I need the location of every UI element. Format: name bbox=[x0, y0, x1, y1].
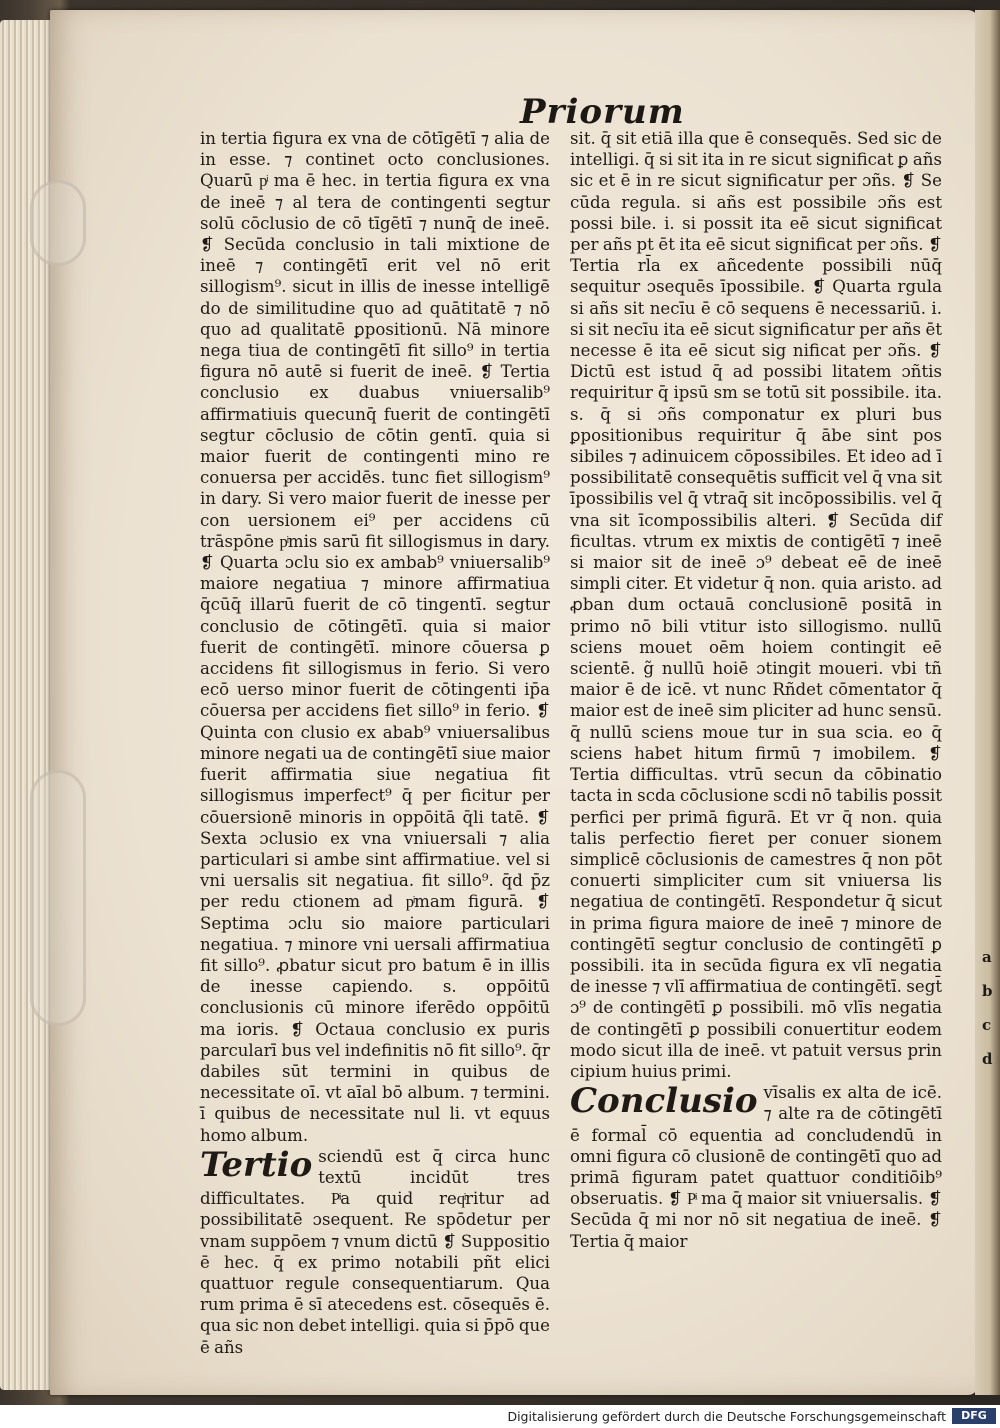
margin-mark: d bbox=[982, 1050, 993, 1068]
margin-mark: a bbox=[982, 948, 992, 966]
left-paragraph-2 bbox=[200, 1146, 550, 1358]
margin-mark: c bbox=[982, 1016, 992, 1034]
left-paragraph-1: in tertia figura ex vna de cōtīgētī ⁊ alia de in esse. ⁊ continet octo conclusiones. Quarū pͥ ma ē hec. in tertia figura ex vna de ineē ⁊ al tera de contingenti segtur solū cōclusio de cō tīgētī ⁊ nunq̄ de ineē. ❡ Secūda conclusio in tali mixtione de ineē ⁊ contingētī erit vel nō erit sillogism⁹. sicut in illis de inesse intelligē do de similitudine quo ad quātitatē ⁊ nō quo ad qualitatē ꝑpositionū. Nā minore nega tiua de contingētī fit sillo⁹ in tertia figura nō autē si fuerit de ineē. ❡ Tertia conclusio ex duabus vniuersalib⁹ affirmatiuis quecunq̄ fuerit de contingētī segtur cōclusio de cōtin gentī. quia si maior fuerit de contingenti mino re conuersa per accidēs. tunc fiet sillogism⁹ in dary. Si vero maior fuerit de inesse per con uersionem ei⁹ per accidens cū trāspōne pͥmis sarū fit sillogismus in dary. ❡ Quarta ɔclu sio ex ambab⁹ vniuersalib⁹ maiore negatiua ⁊ minore affirmatiua q̄cūq̄ illarū fuerit de cō tingentī. segtur conclusio de cōtingētī. quia si maior fuerit de contingētī. minore cōuersa ꝑ accidens fit sillogismus in ferio. Si vero ecō uerso minor fuerit de cōtingenti ip̄a cōuersa per accidens fiet sillo⁹ in ferio. ❡ Quinta con clusio ex abab⁹ vniuersalibus minore negati ua de contingētī siue maior fuerit affirmatia siue negatiua fit sillogismus imperfect⁹ q̄ per ficitur per cōuersionē minoris in oppōitā q̄li tatē. ❡ Sexta ɔclusio ex vna vniuersali ⁊ alia particulari si ambe sint affirmatiue. vel si vni uersalis sit negatiua. fit sillo⁹. q̄d p̄z per redu ctionem ad pͥmam figurā. ❡ Septima ɔclu sio maiore particulari negatiua. ⁊ minore vni uersali affirmatiua fit sillo⁹. ꝓbatur sicut pro batum ē in illis de inesse capiendo. s. oppōitū conclusionis cū minore iferēdo oppōitū ma ioris. ❡ Octaua conclusio ex puris parcularī bus vel indefinitis nō fit sillo⁹. q̄r dabiles sūt termini in quibus de necessitate oī. vt aīal bō album. ⁊ termini. ī quibus de necessitate nul li. vt equus homo album. bbox=[200, 129, 550, 1145]
footer-credit: Digitalisierung gefördert durch die Deutsche Forschungsgemeinschaft bbox=[507, 1409, 946, 1424]
footer-bar bbox=[0, 1405, 1000, 1428]
right-paragraph-2-text: vīsalis ex alta de icē. ⁊ alte ra de cōtingētī ē formal̄ cō equentia ad concludendū in omni figura cō clusionē de contingētī quo ad primā figuram patet quattuor conditiōib⁹ obseruatis. ❡ Pͥ ma q̄ maior sit vniuersalis. ❡ Secūda q̄ mi nor nō sit negatiua de ineē. ❡ Tertia q̄ maior bbox=[570, 1083, 942, 1251]
margin-mark: b bbox=[982, 982, 993, 1000]
right-paragraph-2 bbox=[570, 1082, 942, 1252]
page-clip-bottom bbox=[30, 770, 86, 1026]
margin-marks bbox=[982, 940, 996, 1076]
left-drop-word: Tertio bbox=[200, 1144, 313, 1185]
right-column bbox=[570, 128, 942, 1252]
left-column bbox=[200, 128, 550, 1358]
right-paragraph-1: sit. q̄ sit etiā illa que ē consequēs. Sed sic de intelligi. q̄ si sit ita in re sicut significat ꝑ añs sic et ē in re sicut significatur per ɔñs. ❡ Se cūda regula. si añs est possibile ɔñs est possi bile. i. si possit ita eē sicut significat per añs pt ēt ita eē sicut significat per ɔñs. ❡ Tertia rl̄a ex añcedente possibili nūq̄ sequitur ɔsequēs īpossibile. ❡ Quarta rgula si añs sit necīu ē cō sequens ē necessariū. i. si sit necīu ita eē sicut significatur per añs ēt necesse ē ita eē sicut sig nificat per ɔñs. ❡ Dictū est istud q̄ ad possibi litatem ɔñtis requiritur q̄ ipsū sm se totū sit possibile. ita. s. q̄ si ɔñs componatur ex pluri bus ꝑpositionibus requiritur q̄ ābe sint pos sibiles ⁊ adinuicem cōpossibiles. Et ideo ad ī possibilitatē consequētis sufficit vel q̄ vna sit īpossibilis vel q̄ vtraq̄ sit incōpossibilis. vel q̄ vna sit īcompossibilis alteri. ❡ Secūda dif ficultas. vtrum ex mixtis de contigētī ⁊ ineē si maior sit de ineē ɔ⁹ debeat eē de ineē simpli citer. Et videtur q̄ non. quia aristo. ad ꝓban dum octauā conclusionē positā in primo nō bili vtitur isto sillogismo. nullū sciens mouet oēm hoiem contingit eē scientē. g̃ nullū hoiē ɔtingit moueri. vbi tñ maior ē de icē. vt nunc Rñdet cōmentator q̄ maior est de ineē sim pliciter ad hunc sensū. q̄ nullū sciens moue tur in sua scia. eo q̄ sciens habet hitum firmū ⁊ imobilem. ❡ Tertia difficultas. vtrū secun da cōbinatio tacta in scda cōclusione scdi nō tabilis possit perfici per primā figurā. Et vr q̄ non. quia talis perfectio fieret per conuer sionem simplicē cōclusionis de camestres q̄ non pōt conuerti simpliciter cum sit vniuersa lis negatiua de contingētī. Respondetur q̄ sicut in prima figura maiore de ineē ⁊ minore de contingētī segtur conclusio de contingētī ꝑ possibili. ita in secūda figura ex vlī negatia de inesse ⁊ vlī affirmatiua de contingētī. segt̄ ɔ⁹ de contingētī ꝑ possibili. mō vlīs negatia de contingētī ꝑ possibili conuertitur eodem modo sicut illa de ineē. vt patuit versus prin cipium huius primi. bbox=[570, 129, 942, 1081]
right-drop-word: Conclusio bbox=[570, 1081, 758, 1122]
running-head: Priorum bbox=[520, 92, 685, 132]
page-clip-top bbox=[30, 180, 86, 266]
facing-page-edge bbox=[975, 10, 1000, 1395]
dfg-logo: DFG bbox=[952, 1408, 996, 1424]
left-paragraph-2-text: sciendū est q̄ circa hunc textū incidūt tres difficultates. Pͥa quid reqͥritur ad possibilitatē ɔsequent. Re spōdetur per vnam suppōem ⁊ vnum dictū ❡ Suppositio ē hec. q̄ ex primo notabili pñt elici quattuor regule consequentiarum. Qua rum prima ē sī atecedens est. cōsequēs ē. qua sic non debet intelligi. quia si p̄pō que ē añs bbox=[200, 1146, 550, 1357]
